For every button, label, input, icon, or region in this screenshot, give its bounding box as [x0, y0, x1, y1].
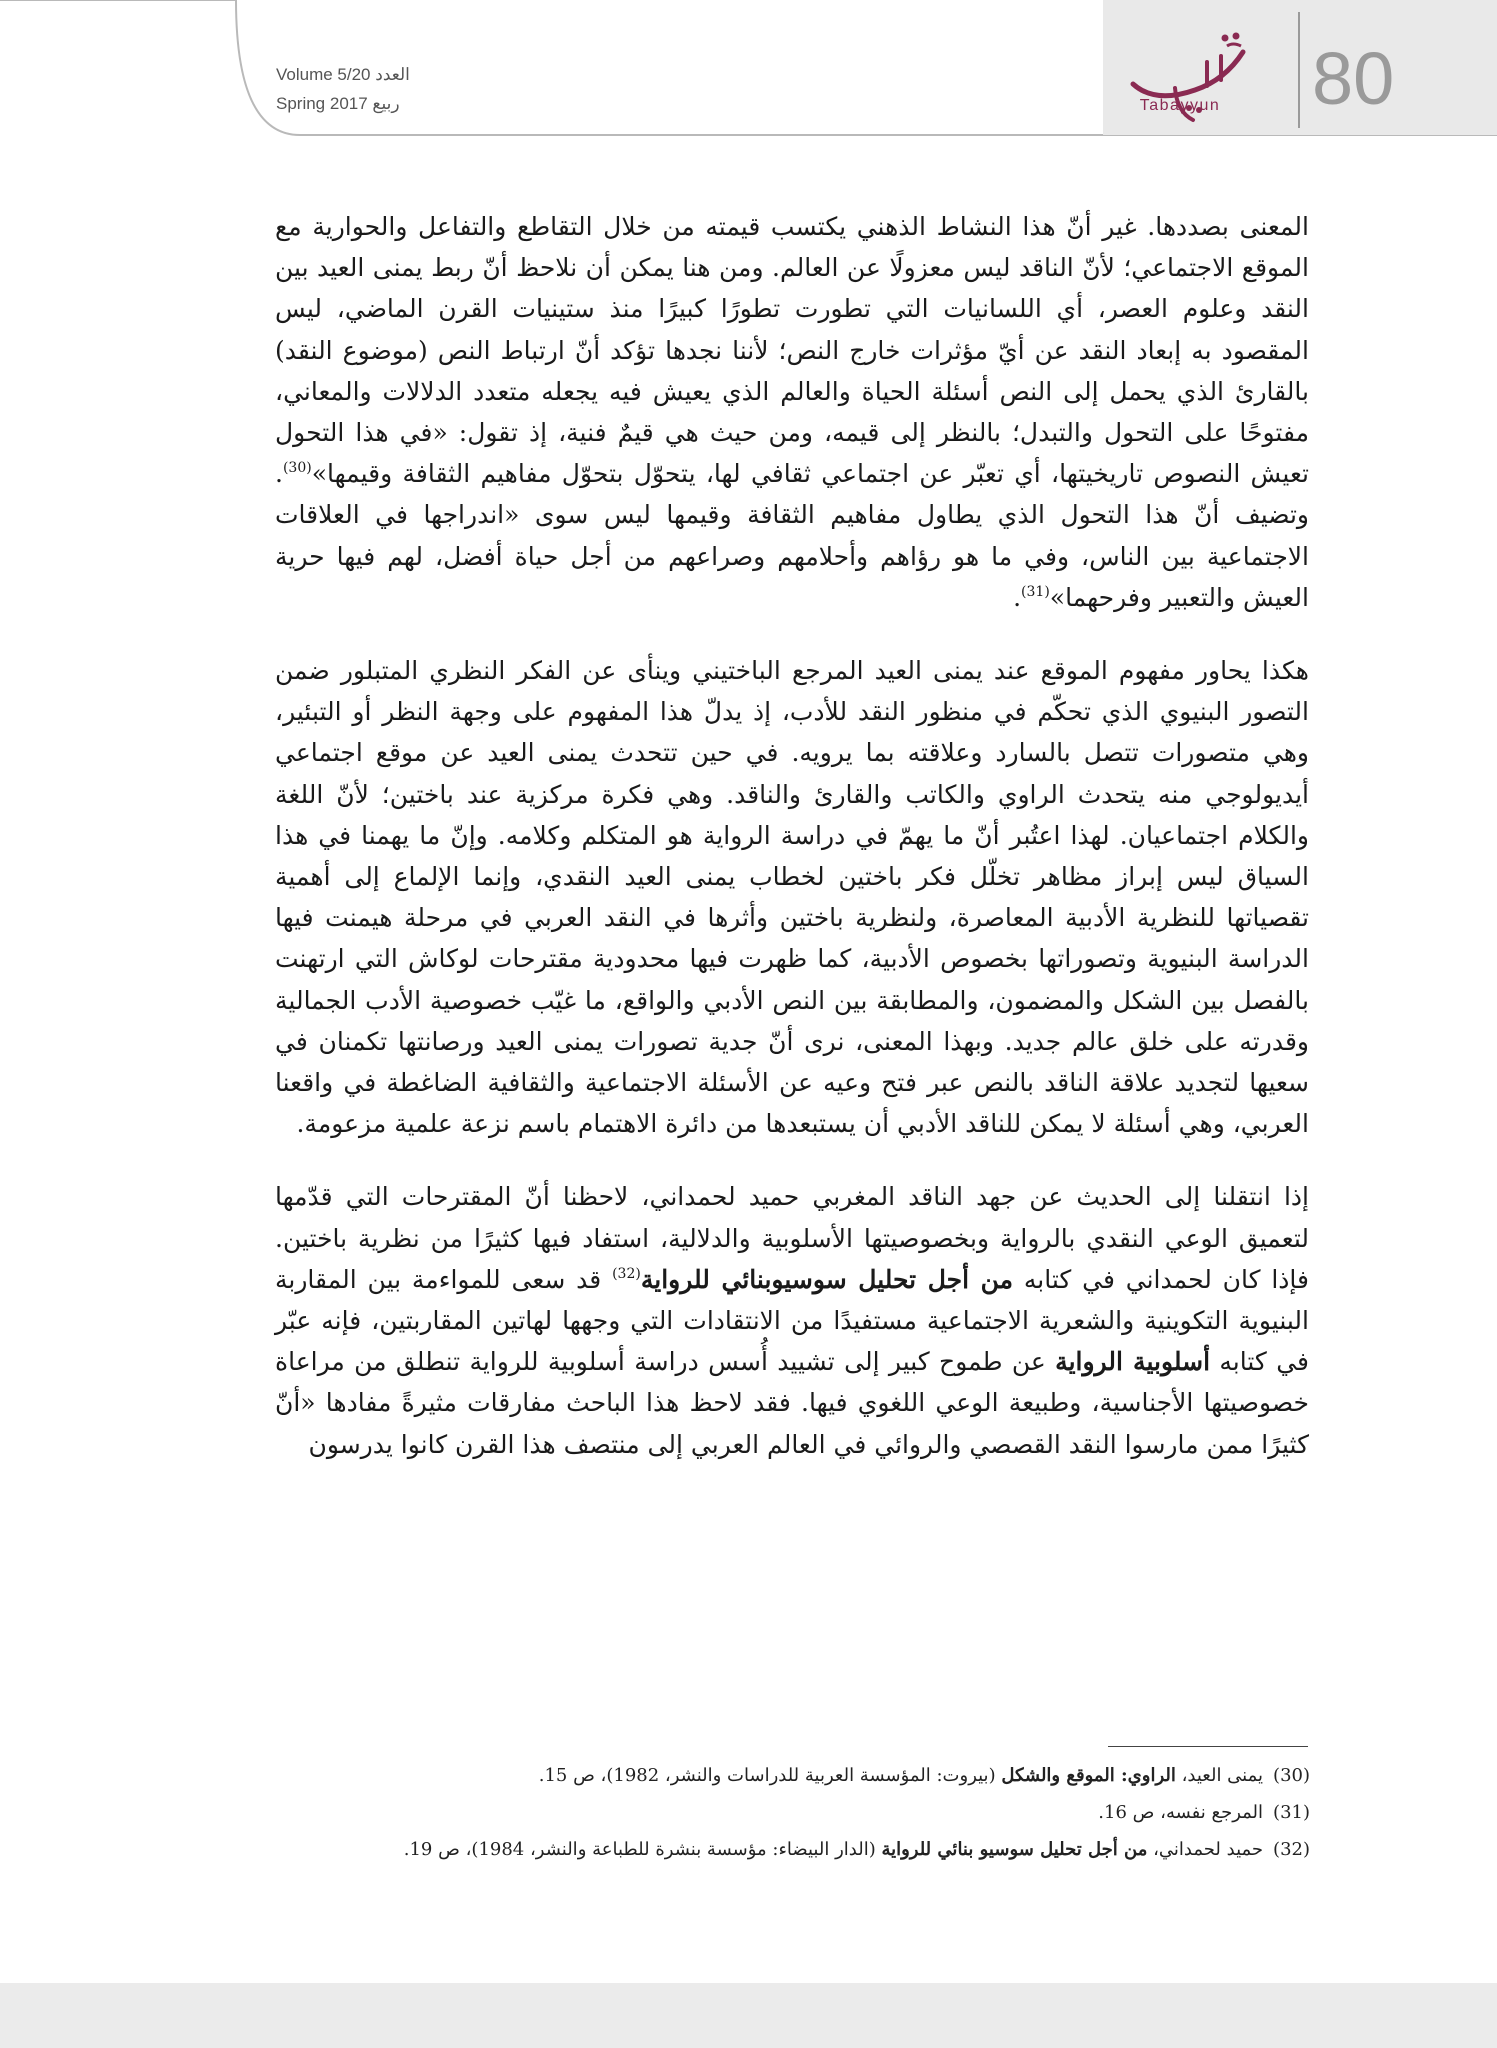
footnote-text: (بيروت: المؤسسة العربية للدراسات والنشر، 1982)، ص 15.: [538, 1765, 1002, 1786]
paragraph-2: هكذا يحاور مفهوم الموقع عند يمنى العيد المرجع الباختيني وينأى عن الفكر النظري المتبلور ضمن التصور البنيوي الذي تحكّم في منظور النقد للأدب، إذ يدلّ هذا المفهوم على وجهة النظر أو التبئير، وهي متصورات تتصل بالسارد وعلاقته بما يرويه. في حين تتحدث يمنى العيد عن موقع اجتماعي أيديولوجي منه يتحدث الراوي والكاتب والقارئ والناقد. وهي فكرة مركزية عند باختين؛ لأنّ اللغة والكلام اجتماعيان. لهذا اعتُبر أنّ ما يهمّ في دراسة الرواية هو المتكلم وكلامه. وإنّ ما يهمنا في هذا السياق ليس إبراز مظاهر تخلّل فكر باختين لخطاب يمنى العيد النقدي، وإنما الإلماع إلى أهمية تقصياتها للنظرية الأدبية المعاصرة، ولنظرية باختين وأثرها في النقد العربي في مرحلة هيمنت فيها الدراسة البنيوية وتصوراتها بخصوص الأدبية، كما ظهرت فيها محدودية مقترحات لوكاش التي ارتهنت بالفصل بين الشكل والمضمون، والمطابقة بين النص الأدبي والواقع، ما غيّب خصوصية الأدب الجمالية وقدرته على خلق عالم جديد. وبهذا المعنى، نرى أنّ جدية تصورات يمنى العيد ورصانتها تكمنان في سعيها لتجديد علاقة الناقد بالنص عبر فتح وعيه عن الأسئلة الاجتماعية والثقافية الضاغطة في واقعنا العربي، وهي أسئلة لا يمكن للناقد الأدبي أن يستبعدها من دائرة الاهتمام باسم نزعة علمية مزعومة.: [275, 656, 1309, 1139]
header-divider: [1298, 12, 1300, 128]
p1c-text: .: [1013, 582, 1022, 612]
footnote-title: الراوي: الموقع والشكل: [1001, 1765, 1176, 1786]
footnote-text: يمنى العيد،: [1175, 1765, 1264, 1786]
paragraph-3: [275, 1176, 1309, 1464]
footnote-text: (الدار البيضاء: مؤسسة بنشرة للطباعة والنشر، 1984)، ص 19.: [403, 1839, 882, 1860]
footnote-ref-31[interactable]: (31): [1021, 583, 1050, 600]
footnote-separator: [1108, 1746, 1308, 1747]
book-title-2: أسلوبية الرواية: [1055, 1347, 1211, 1377]
p1b-text: . وتضيف أنّ هذا التحول الذي يطاول مفاهيم الثقافة وقيمها ليس سوى «اندراجها في العلاقات الاجتماعية بين الناس، وفي ما هو رؤاهم وأحلامهم وصراعهم من أجل حياة أفضل، لهم فيها حرية العيش والتعبير وفرحهما»: [275, 459, 1309, 612]
footnote-32: [400, 1831, 1310, 1868]
footnote-title: من أجل تحليل سوسيو بنائي للرواية: [881, 1839, 1148, 1860]
logo-latin-text: Tabayyun: [1139, 97, 1221, 114]
p3b-text: قد سعى للمواءمة بين المقاربة البنيوية التكوينية والشعرية الاجتماعية مستفيدًا من الانتقادات التي وجهها لهاتين المقاربتين، فإنه عبّر في كتابه: [275, 1264, 1309, 1377]
footnote-31: [400, 1794, 1310, 1831]
footnote-number: (31): [1273, 1802, 1310, 1823]
page-number: 80: [1312, 37, 1395, 120]
issue-info: [276, 60, 496, 118]
article-body: [275, 206, 1309, 1497]
tabayyun-logo-icon: [1115, 22, 1265, 132]
book-title-1: من أجل تحليل سوسيوبنائي للرواية: [640, 1264, 1014, 1294]
footnote-30: [400, 1757, 1310, 1794]
footnotes: [400, 1757, 1310, 1868]
footnote-ref-30[interactable]: (30): [282, 460, 312, 477]
paragraph-1: [275, 206, 1309, 618]
p3c-text: عن طموح كبير إلى تشييد أُسس دراسة أسلوبية للرواية تنطلق من مراعاة خصوصيتها الأجناسية، وطبيعة الوعي اللغوي فيها. فقد لاحظ هذا الباحث مفارقات مثيرةً مفادها «أنّ كثيرًا ممن مارسوا النقد القصصي والروائي في العالم العربي إلى منتصف هذا القرن كانوا يدرسون: [275, 1347, 1309, 1459]
footnote-number: (30): [1273, 1765, 1310, 1786]
footnote-number: (32): [1273, 1839, 1310, 1860]
footnote-ref-32[interactable]: (32): [612, 1265, 641, 1282]
volume-line: Volume 5/20 العدد: [276, 65, 410, 84]
p3a-text: إذا انتقلنا إلى الحديث عن جهد الناقد المغربي حميد لحمداني، لاحظنا أنّ المقترحات التي قدّمها لتعميق الوعي النقدي بالرواية وبخصوصيتها الأسلوبية والدلالية، استفاد فيها كثيرًا من نظرية باختين. فإذا كان لحمداني في كتابه: [275, 1182, 1310, 1294]
season-line: Spring 2017 ربيع: [276, 94, 400, 113]
p1-text: المعنى بصددها. غير أنّ هذا النشاط الذهني يكتسب قيمته من خلال التقاطع والتفاعل والحوارية مع الموقع الاجتماعي؛ لأنّ الناقد ليس معزولًا عن العالم. ومن هنا يمكن أن نلاحظ أنّ ربط يمنى العيد بين النقد وعلوم العصر، أي اللسانيات التي تطورت تطورًا كبيرًا منذ ستينيات القرن الماضي، ليس المقصود به إبعاد النقد عن أيّ مؤثرات خارج النص؛ لأننا نجدها تؤكد أنّ ارتباط النص (موضوع النقد) بالقارئ الذي يحمل إلى النص أسئلة الحياة والعالم الذي يعيش فيه يجعله متعدد الدلالات والمعاني، مفتوحًا على التحول والتبدل؛ بالنظر إلى قيمه، ومن حيث هي قيمٌ فنية، إذ تقول: «في هذا التحول تعيش النصوص تاريخيتها، أي تعبّر عن اجتماعي ثقافي لها، يتحوّل بتحوّل مفاهيم الثقافة وقيمها»: [275, 212, 1309, 489]
page-bottom-band: [0, 1983, 1497, 2048]
footnote-text: حميد لحمداني،: [1147, 1839, 1264, 1860]
footnote-text: المرجع نفسه، ص 16.: [1098, 1802, 1264, 1823]
